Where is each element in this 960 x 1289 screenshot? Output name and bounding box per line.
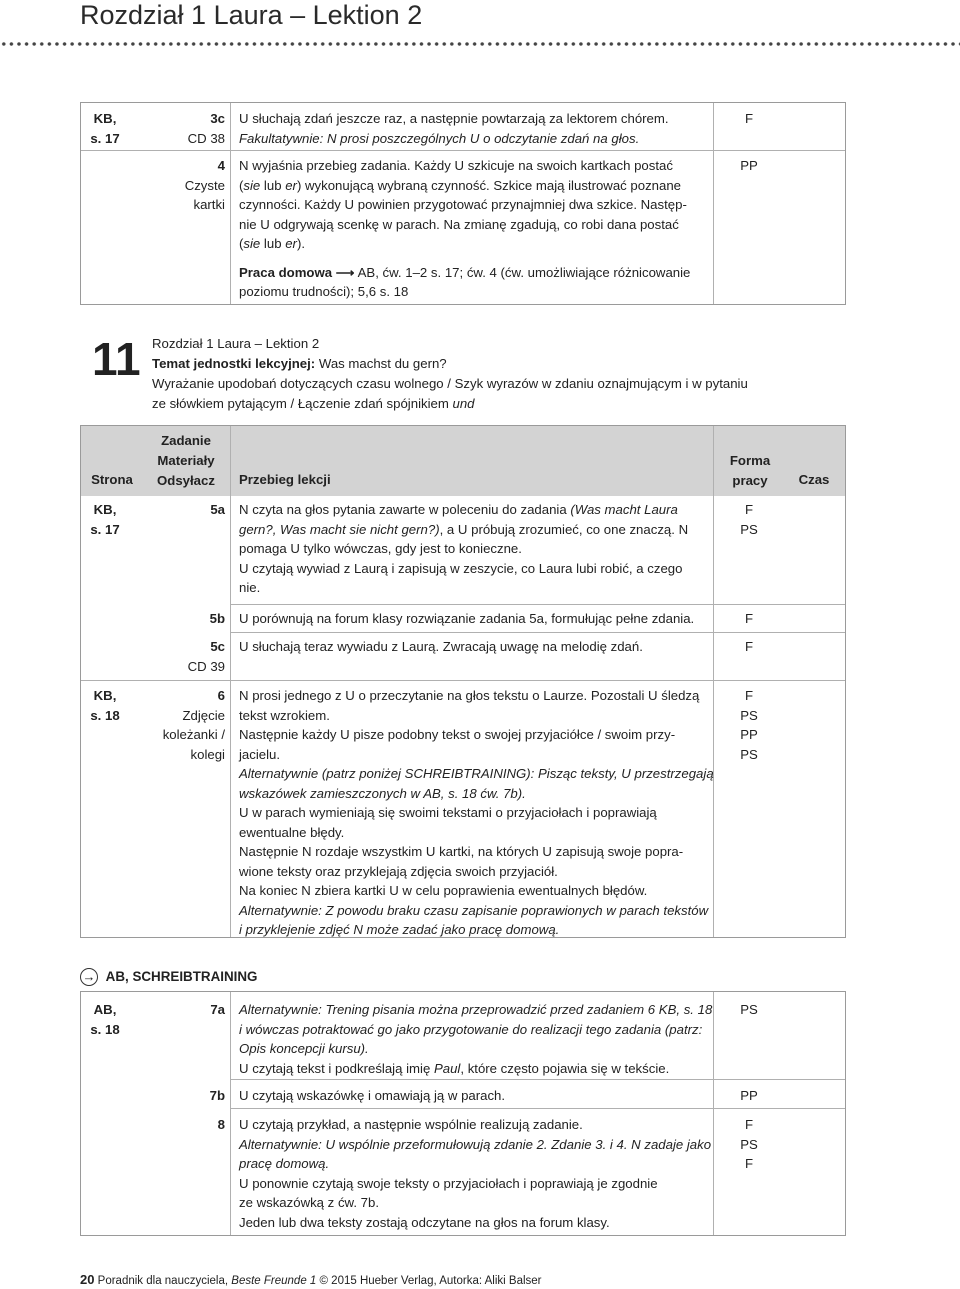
top-table [80, 102, 846, 305]
text-line: 3c [210, 111, 225, 126]
text-line: Alternatywnie (patrz poniżej SCHREIBTRAINING): Pisząc teksty, U przestrzegają [239, 766, 714, 781]
przebieg-cell [239, 109, 717, 148]
forma-cell: F [744, 111, 754, 126]
text-line: Czyste [184, 177, 225, 193]
text-line: U słuchają teraz wywiadu z Laurą. Zwracają uwagę na melodię zdań. [239, 639, 643, 654]
text-line: PP [740, 1088, 758, 1103]
text-line: Alternatywnie: U wspólnie przeformułowują zdanie 2. Zdanie 3. i 4. N zadaje jako [239, 1136, 712, 1152]
text-line: tekst wzrokiem. [239, 707, 330, 723]
dotted-divider [0, 41, 960, 47]
przebieg-cell [239, 156, 717, 302]
text-line: Forma [729, 453, 771, 468]
text-line: ) wykonującą wybraną czynność. Szkice mają ilustrować poznane [296, 177, 682, 193]
text-line: PS [740, 1002, 758, 1017]
text-line: Materiały [157, 453, 215, 468]
text-line: U słuchają zdań jeszcze raz, a następnie powtarzają za lektorem chórem. [239, 111, 669, 126]
text-line: U w parach wymieniają się swoimi tekstami o przyjaciołach i poprawiają [239, 805, 657, 820]
lesson-chapter: Rozdział 1 Laura – Lektion 2 [152, 336, 320, 351]
schreib-table [80, 991, 846, 1236]
text-line: KB, [93, 502, 117, 517]
przebieg-cell [239, 686, 717, 940]
text-line: 20 [80, 1272, 95, 1287]
strona-cell [81, 1000, 129, 1039]
text-line: F [744, 1156, 754, 1171]
text-line: sie [243, 177, 261, 193]
text-line: s. 17 [90, 521, 120, 537]
text-line: er [285, 177, 297, 193]
strona-cell [81, 109, 129, 148]
text-line: U czytają wskazówkę i omawiają ją w parach. [239, 1088, 506, 1103]
text-line: ( [239, 236, 244, 251]
text-line: kolegi [190, 746, 225, 762]
footer [80, 1272, 542, 1287]
arrow-circle-icon: → [80, 968, 98, 986]
text-line: Na koniec N zbiera kartki U w celu poprawienia ewentualnych błędów. [239, 883, 648, 898]
text-line: Fakultatywnie: N prosi poszczególnych U o odczytanie zdań na głos. [239, 130, 640, 146]
text-line: Beste Freunde 1 [231, 1275, 317, 1287]
text-line: CD 39 [187, 658, 225, 674]
text-line: Następnie każdy U pisze podobny tekst o swojej przyjaciółce / swoim przy- [239, 727, 676, 742]
text-line: lub [260, 177, 286, 193]
forma-cell [721, 500, 777, 539]
strona-cell [81, 500, 129, 539]
text-line: PS [740, 707, 758, 723]
text-line: lub [260, 236, 286, 251]
text-line: und [452, 396, 475, 411]
material-cell [139, 109, 225, 148]
text-line: PS [740, 1136, 758, 1152]
text-line: U czytają tekst i podkreślają imię [239, 1060, 434, 1076]
text-line: nie. [239, 580, 261, 595]
text-line: Praca domowa [239, 264, 333, 280]
text-line: ze wskazówką z ćw. 7b. [239, 1195, 379, 1210]
strona-cell [81, 686, 129, 725]
text-line: wione teksty oraz przyklejają zdjęcia swoich przyjaciół. [239, 863, 558, 879]
text-line: F [744, 611, 754, 626]
text-line: poziomu trudności); 5,6 s. 18 [239, 284, 409, 299]
text-line: 8 [217, 1117, 225, 1132]
text-line: s. 18 [90, 707, 120, 723]
text-line: Następnie N rozdaje wszystkim U kartki, na których U zapisują swoje popra- [239, 844, 684, 859]
text-line: Alternatywnie: Z powodu braku czasu zapisanie poprawionych w parach tekstów [239, 902, 709, 918]
page-title: Rozdział 1 Laura – Lektion 2 [80, 0, 423, 30]
text-line: N wyjaśnia przebieg zadania. Każdy U szkicuje na swoich kartkach postać [239, 158, 673, 173]
text-line: PS [740, 746, 758, 762]
text-line: 4 [217, 158, 225, 173]
text-line: s. 18 [90, 1021, 120, 1037]
text-line: F [744, 688, 754, 703]
text-line: Was machst du gern? [315, 356, 447, 371]
text-line: 5a [210, 502, 225, 517]
text-line: 5b [209, 611, 225, 626]
text-line: U porównują na forum klasy rozwiązanie zadania 5a, formułując pełne zdania. [239, 611, 695, 626]
text-line: Przebieg lekcji [239, 472, 331, 487]
text-line: © 2015 Hueber Verlag, Autorka: Aliki Balser [316, 1275, 542, 1287]
text-line: ze słówkiem pytającym / Łączenie zdań spójnikiem [152, 396, 453, 411]
text-line: jacielu. [239, 746, 281, 762]
text-line: 7b [209, 1088, 225, 1103]
text-line: i przyklejenie zdjęć N może zadać jako pracę domową. [239, 922, 560, 937]
text-line: Alternatywnie: Trening pisania można przeprowadzić przed zadaniem 6 KB, s. 18 [239, 1002, 713, 1017]
text-line: er [285, 236, 297, 251]
schreibtraining-heading [80, 968, 257, 990]
text-line: CD 38 [187, 130, 225, 146]
material-cell [139, 637, 225, 676]
text-line: PP [740, 727, 758, 742]
text-line: pracę domową. [239, 1156, 330, 1171]
text-line: Strona [91, 472, 133, 487]
text-line: F [744, 1117, 754, 1132]
text-line: czynności. Każdy U powinien przygotować przynajmniej dwa szkice. Następ- [239, 197, 687, 212]
text-line: N czyta na głos pytania zawarte w poleceniu do zadania [239, 502, 571, 517]
text-line: wskazówek zamieszczonych w AB, s. 18 ćw. 7b). [239, 785, 526, 801]
text-line: U ponownie czytają swoje teksty o przyjaciołach i poprawiają je zgodnie [239, 1175, 658, 1191]
text-line: Wyrażanie upodobań dotyczących czasu wolnego / Szyk wyrazów w zdaniu oznajmującym i w pytaniu [152, 376, 748, 391]
text-line: 7a [210, 1002, 225, 1017]
text-line: ). [296, 236, 305, 251]
zadanie-header [143, 431, 229, 491]
text-line: 5c [210, 639, 225, 654]
text-line: F [744, 502, 754, 517]
text-line: U czytają wywiad z Laurą i zapisują w zeszycie, co Laura lubi robić, a czego [239, 560, 683, 576]
text-line: gern?, Was macht sie nicht gern?) [239, 521, 440, 537]
text-line: Zdjęcie [182, 707, 225, 723]
text-line: kartki [193, 197, 225, 212]
text-line: , które często pojawia się w tekście. [460, 1060, 670, 1076]
text-line: pomaga U tylko wówczas, gdy jest to konieczne. [239, 541, 522, 556]
forma-cell [721, 686, 777, 764]
lesson-number: 11 [92, 333, 141, 385]
text-line: Opis koncepcji kursu). [239, 1041, 369, 1056]
text-line: i wówczas potraktować go jako przygotowanie do realizacji tego zadania (patrz: [239, 1021, 703, 1037]
lesson-header [152, 334, 792, 414]
text-line: , a U próbują zrozumieć, co one znaczą. N [439, 521, 689, 537]
text-line: Poradnik dla nauczyciela, [94, 1275, 232, 1287]
text-line: PS [740, 521, 758, 537]
text-line: KB, [93, 111, 117, 126]
text-line: Zadanie [161, 433, 211, 448]
text-line: Odsyłacz [157, 473, 215, 488]
text-line: pracy [732, 473, 768, 488]
text-line: Paul [433, 1060, 461, 1076]
forma-cell: PP [740, 158, 758, 173]
text-line: 6 [217, 688, 225, 703]
text-line: Jeden lub dwa teksty zostają odczytane na głos na forum klasy. [239, 1214, 610, 1230]
text-line: ( [239, 177, 244, 193]
przebieg-cell [239, 1000, 717, 1078]
text-line: ewentualne błędy. [239, 824, 345, 840]
text-line: AB, [93, 1002, 117, 1017]
text-line: F [744, 639, 754, 654]
text-line: KB, [93, 688, 117, 703]
text-line: koleżanki / [162, 727, 225, 742]
text-line: U czytają przykład, a następnie wspólnie realizują zadanie. [239, 1117, 583, 1132]
material-cell [139, 686, 225, 764]
przebieg-cell [239, 500, 717, 598]
forma-cell [721, 1115, 777, 1174]
forma-header [717, 451, 783, 491]
text-line: sie [243, 236, 261, 251]
text-line: AB, SCHREIBTRAINING [105, 969, 258, 984]
text-line: nie U odgrywają scenkę w parach. Na zmianę zgadują, co robi dana postać [239, 216, 679, 232]
text-line: AB, ćw. 1–2 s. 17; ćw. 4 (ćw. umożliwiające różnicowanie [354, 264, 691, 280]
text-line: s. 17 [90, 130, 120, 146]
text-line: Czas [798, 472, 830, 487]
main-table [80, 425, 846, 938]
text-line: Temat jednostki lekcyjnej: [152, 356, 316, 371]
przebieg-cell [239, 1115, 717, 1232]
text-line: (Was macht Laura [570, 502, 678, 517]
material-cell [139, 156, 225, 215]
arrow-right-icon: ⟶ [335, 264, 355, 280]
text-line: N prosi jednego z U o przeczytanie na głos tekstu o Laurze. Pozostali U śledzą [239, 688, 700, 703]
homework-line [239, 263, 717, 283]
